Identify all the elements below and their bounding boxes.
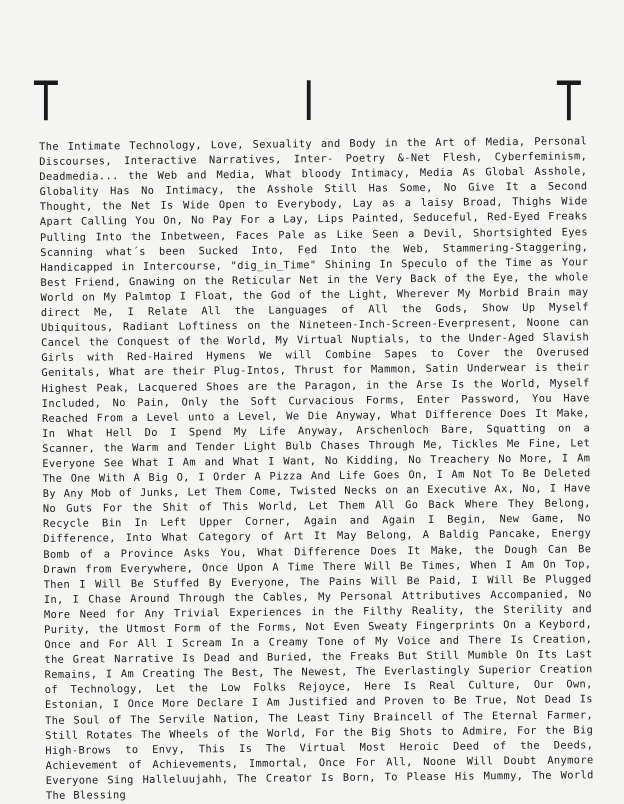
- manifesto-text: The Intimate Technology, Love, Sexuality and Body in the Art of Media, Personal Discourses, Interactive Narratives, Inter- Poetry &-Net Flesh, Cyberfeminism, Deadmedia... the Web and Media, What bloody Intimacy, Media As Global Asshole, Globality Has No Intimacy, the Asshole Still Has Some, No Give It a Second Thought, the Net Is Wide Open to Everybody, Lay as a laisy Broad, Thighs Wide Apart Calling You On, No Pay For a Lay, Lips Painted, Seduceful, Red-Eyed Freaks Pulling Into the Inbetween, Faces Pale as Like Seen a Devil, Shortsighted Eyes Scanning what´s been Sucked Into, Fed Into the Web, Stammering-Staggering, Handicapped in Intercourse, "dig_in_Time" Shining In Speculo of the Time as Your Best Friend, Gnawing on the Reticular Net in the Very Back of the Eye, the whole World on My Palmtop I Float, the God of the Light, Wherever My Morbid Brain may direct Me, I Relate All the Languages of All the Gods, Show Up Myself Ubiquitous, Radiant Loftiness on the Nineteen-Inch-Screen-Everpresent, Noone can Cancel the Conquest of the World, My Virtual Nuptials, to the Under-Aged Slavish Girls with Red-Haired Hymens We will Combine Sapes to Cover the Overused Genitals, What are their Plug-Intos, Thrust for Mammon, Satin Underwear is their Highest Peak, Lacquered Shoes are the Paragon, in the Arse Is the World, Myself Included, No Pain, Only the Soft Curvacious Forms, Enter Password, You Have Reached From a Level unto a Level, We Die Anyway, What Difference Does It Make, In What Hell Do I Spend My Life Anyway, Arschenloch Bare, Squatting on a Scanner, the Warm and Tender Light Bulb Chases Through Me, Tickles Me Fine, Let Everyone See What I Am and What I Want, No Kidding, No Treachery No More, I Am The One With A Big O, I Order A Pizza And Life Goes On, I Am Not To Be Deleted By Any Mob of Junks, Let Them Come, Twisted Necks on an Executive Ax, No, I Have No Guts For the Shit of This World, Let Them All Go Back Where They Belong, Recycle Bin In Left Upper Corner, Again and Again I Begin, New Game, No Difference, Into What Category of Art It May Belong, A Baldig Pancake, Energy Bomb of a Province Asks You, What Difference Does It Make, the Dough Can Be Drawn from Everywhere, Once Upon A Time There Will Be Times, When I Am On Top, Then I Will Be Stuffed By Everyone, The Pains Will Be Paid, I Will Be Plugged In, I Chase Around Through the Cables, My Personal Attributives Accompanied, No More Need for Any Trivial Experiences in the Filthy Reality, the Sterility and Purity, the Utmost Form of the Forms, Not Even Sweaty Fingerprints On a Keybord, Once and For All I Scream In a Creamy Tone of My Voice and There Is Creation, the Great Narrative Is Dead and Buried, the Freaks But Still Mumble On Its Last Remains, I Am Creating The Best, The Newest, The Everlastingly Superior Creation of Technology, Let the Low Folks Rejoyce, Here Is Real Culture, Our Own, Estonian, I Once More Declare I Am Justified and Proven to Be True, Not Dead Is The Soul of The Servile Nation, The Least Tiny Braincell of The Eternal Farmer, Still Rotates The Wheels of the World, For the Big Shots to Admire, For the Big High-Brows to Envy, This Is The Virtual Most Heroic Deed of the Deeds, Achievement of Achievements, Immortal, Once For All, Noone Will Doubt Anymore Everyone Sing Halleluujahh, The Creator Is Born, To Please His Mummy, The World The Blessing: [39, 135, 594, 802]
- title-letter-t-left: T: [34, 70, 58, 133]
- title-letter-i: I: [303, 70, 315, 133]
- title-letter-t-right: T: [557, 70, 581, 133]
